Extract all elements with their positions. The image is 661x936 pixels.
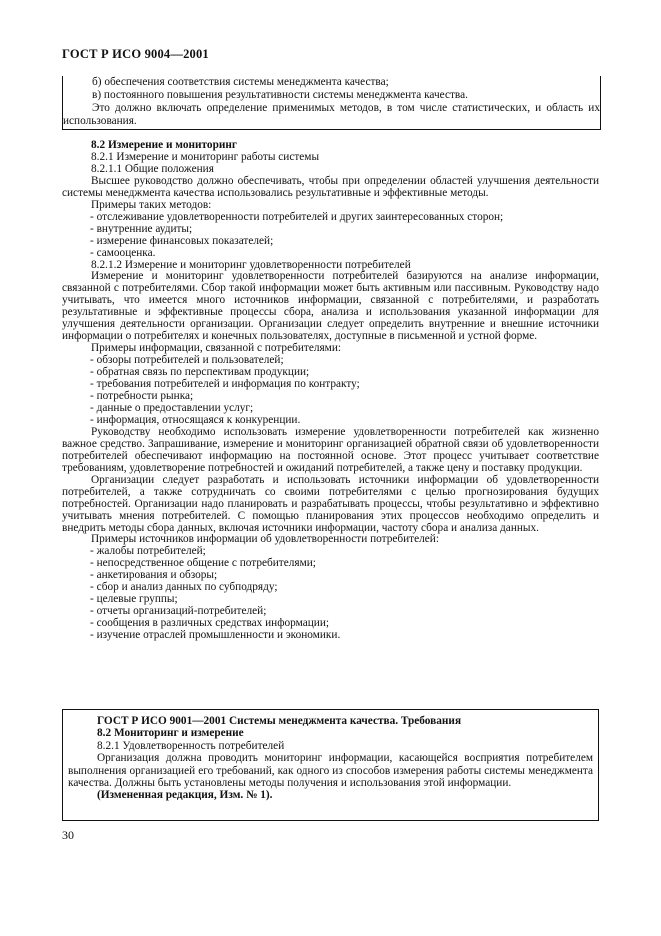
paragraph: 8.2.1 Удовлетворенность потребителей (97, 739, 285, 752)
list-item: - обратная связь по перспективам продукции; (90, 366, 310, 379)
paragraph: Организации следует разработать и использовать источники информации об удовлетворенности потребителей, а также сотрудничать со своими потребителями с целью прогнозирования будущих потребностей. Организации надо планировать и разрабатывать процессы, чтобы результативно и эффективно учитывать мнения потребителей. С помощью планирования этих процессов необходимо определить и внедрить методы сбора данных, включая источники информации, частоту сбора и анализа данных. (62, 473, 599, 534)
paragraph: Организация должна проводить мониторинг информации, касающейся восприятия потребителем выполнения организацией его требований, как одного из способов измерения работы системы менеджмента качества. Должны быть установлены методы получения и использования этой информации. (68, 752, 593, 790)
heading: (Измененная редакция, Изм. № 1). (97, 789, 273, 802)
list-item: - внутренние аудиты; (90, 222, 193, 235)
bottom-framed-excerpt (62, 709, 599, 821)
list-item: - измерение финансовых показателей; (90, 234, 274, 247)
list-item: - потребности рынка; (90, 390, 194, 403)
paragraph: в) постоянного повышения результативности системы менеджмента качества. (92, 89, 468, 102)
page-number: 30 (62, 828, 74, 842)
paragraph: Высшее руководство должно обеспечивать, чтобы при определении областей улучшения деятельности системы менеджмента качества использовались результативные и эффективные методы. (62, 174, 599, 199)
paragraph: Примеры источников информации об удовлетворенности потребителей: (91, 533, 439, 546)
list-item: - самооценка. (90, 246, 156, 259)
paragraph: Это должно включать определение применимых методов, в том числе статистических, и область их использования. (63, 102, 600, 128)
list-item: - непосредственное общение с потребителями; (90, 557, 316, 570)
list-item: - обзоры потребителей и пользователей; (90, 354, 284, 367)
list-item: - сбор и анализ данных по субподряду; (90, 581, 278, 594)
list-item: - требования потребителей и информация по контракту; (90, 378, 360, 391)
heading: 8.2 Измерение и мониторинг (91, 139, 237, 151)
list-item: - данные о предоставлении услуг; (90, 401, 254, 414)
list-item: - жалобы потребителей; (90, 545, 206, 558)
paragraph: Примеры таких методов: (91, 198, 212, 211)
heading: ГОСТ Р ИСО 9001—2001 Системы менеджмента качества. Требования (97, 715, 462, 727)
list-item: - изучение отраслей промышленности и экономики. (90, 629, 341, 642)
running-header: ГОСТ Р ИСО 9004—2001 (62, 47, 209, 61)
top-framed-excerpt (62, 76, 601, 130)
list-item: - отслеживание удовлетворенности потребителей и других заинтересованных сторон; (90, 210, 504, 223)
list-item: - отчеты организаций-потребителей; (90, 605, 267, 618)
paragraph: 8.2.1.2 Измерение и мониторинг удовлетворенности потребителей (91, 258, 411, 271)
paragraph: Примеры информации, связанной с потребителями: (91, 342, 341, 355)
paragraph: б) обеспечения соответствия системы менеджмента качества; (92, 76, 389, 88)
paragraph: Руководству необходимо использовать измерение удовлетворенности потребителей как жизненно важное средство. Запрашивание, измерение и мониторинг организацией обратной связи об удовлетворенности потребителей обеспечивают информацию на постоянной основе. Этот процесс учитывает соответствие требованиям, удовлетворение потребностей и ожиданий потребителей, а также цену и поставку продукции. (62, 425, 599, 474)
list-item: - сообщения в различных средствах информации; (90, 617, 330, 630)
paragraph: 8.2.1 Измерение и мониторинг работы системы (91, 150, 320, 163)
heading: 8.2 Мониторинг и измерение (97, 727, 244, 740)
paragraph: Измерение и мониторинг удовлетворенности потребителей базируются на анализе информации, связанной с потребителями. Сбор такой информации может быть активным или пассивным. Руководству надо учитывать, что имеется много источников информации, связанной с потребителями, и разработать результативные и эффективные процессы сбора, анализа и использования указанной информации для улучшения деятельности организации. Организации следует определить внутренние и внешние источники информации о потребителях и конечных пользователях, доступные в письменной и устной форме. (62, 270, 599, 343)
paragraph: 8.2.1.1 Общие положения (91, 162, 214, 175)
list-item: - целевые группы; (90, 593, 178, 606)
list-item: - информация, относящаяся к конкуренции. (90, 413, 301, 426)
main-text (62, 140, 599, 642)
list-item: - анкетирования и обзоры; (90, 569, 218, 582)
